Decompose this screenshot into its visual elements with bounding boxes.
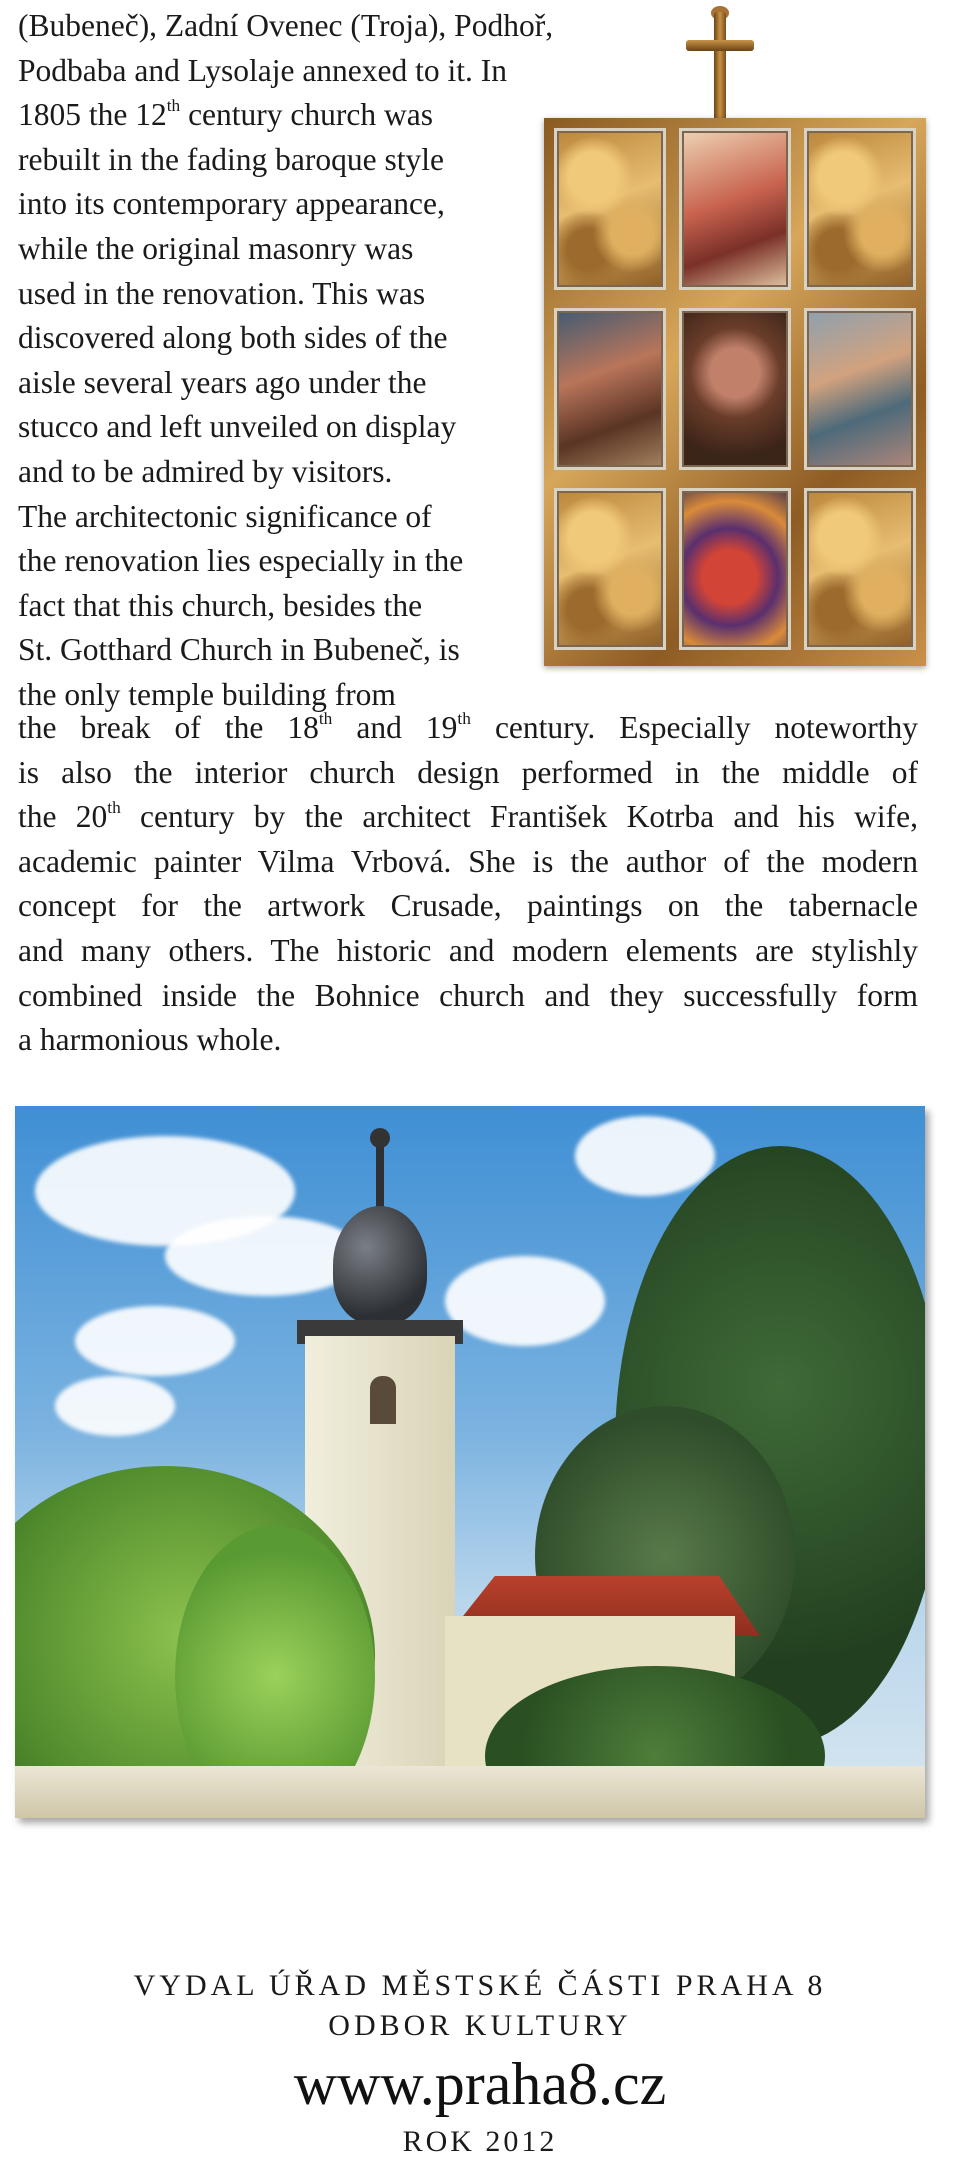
text-line: the only temple building from (18, 676, 396, 712)
footer (0, 1966, 960, 2162)
paragraph-upper (18, 4, 554, 718)
text-line: discovered along both sides of the (18, 320, 448, 356)
text-line: The architectonic significance of (18, 498, 432, 534)
text-line: a harmonious whole. (18, 1022, 282, 1058)
boundary-wall (15, 1766, 925, 1818)
altar-cross-image (540, 6, 930, 666)
text-line: rebuilt in the fading baroque style (18, 141, 445, 177)
publisher-line: VYDAL ÚŘAD MĚSTSKÉ ČÁSTI PRAHA 8 (133, 1969, 827, 2002)
text-line: the 20th century by the architect František Kotrba and his wife, (18, 798, 918, 835)
cross-bar (686, 40, 754, 51)
cross-icon (714, 12, 726, 124)
paragraph-lower (18, 706, 918, 1063)
year-line: ROK 2012 (402, 2125, 558, 2158)
cloud (55, 1376, 175, 1436)
church-photo (15, 1106, 925, 1818)
text-line: the renovation lies especially in the (18, 543, 464, 579)
text-line: St. Gotthard Church in Bubeneč, is (18, 632, 460, 668)
text-line: Podbaba and Lysolaje annexed to it. In (18, 52, 508, 88)
tower-window (370, 1376, 396, 1424)
website-url: www.praha8.cz (293, 2051, 667, 2117)
painting-panel (679, 128, 791, 290)
relief-panel (804, 128, 916, 290)
text-line: concept for the artwork Crusade, paintings on the tabernacle (18, 888, 918, 924)
text-line: and many others. The historic and modern elements are stylishly (18, 932, 918, 968)
spire (376, 1136, 384, 1216)
relief-panel (804, 488, 916, 650)
altar-frame (544, 118, 926, 666)
relief-panel (554, 488, 666, 650)
text-line: academic painter Vilma Vrbová. She is the author of the modern (18, 843, 918, 879)
text-line: stucco and left unveiled on display (18, 409, 457, 445)
text-line: aisle several years ago under the (18, 364, 427, 400)
text-line: combined inside the Bohnice church and they successfully form (18, 977, 918, 1013)
text-line: fact that this church, besides the (18, 587, 423, 623)
painting-panel (554, 308, 666, 470)
text-line: the break of the 18th and 19th century. Especially noteworthy (18, 709, 918, 745)
department-line: ODBOR KULTURY (328, 2009, 632, 2042)
text-line: used in the renovation. This was (18, 275, 426, 311)
text-line: and to be admired by visitors. (18, 453, 393, 489)
onion-dome (333, 1206, 427, 1324)
cloud (575, 1116, 715, 1196)
text-line: is also the interior church design performed in the middle of (18, 754, 918, 790)
cloud (445, 1256, 605, 1346)
painting-panel (804, 308, 916, 470)
text-line: while the original masonry was (18, 230, 414, 266)
spire-ball (370, 1128, 390, 1148)
relief-panel (554, 128, 666, 290)
text-line: 1805 the 12th century church was (18, 96, 433, 133)
text-line: (Bubeneč), Zadní Ovenec (Troja), Podhoř, (18, 8, 554, 43)
painting-panel (679, 488, 791, 650)
text-line: into its contemporary appearance, (18, 186, 445, 222)
painting-panel (679, 308, 791, 470)
cloud (75, 1306, 235, 1376)
